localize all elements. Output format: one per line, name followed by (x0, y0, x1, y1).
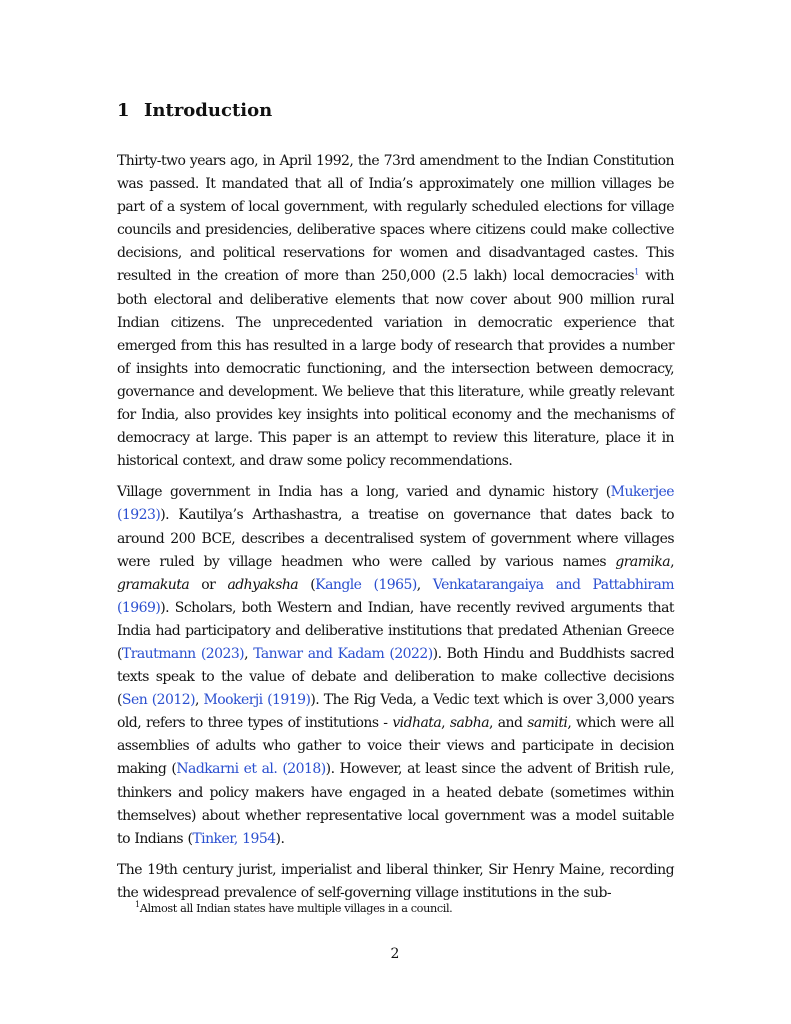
paragraph-2-text: , (195, 692, 204, 709)
term-samiti: samiti (527, 715, 568, 732)
paragraph-1-text-a: Thirty-two years ago, in April 1992, the 73rd amendment to the Indian Constitution was passed. It mandated that all of India’s approximately one million villages be part of a system of local government, with regularly scheduled elections for village councils and presidencies, deliberative spaces where citizens could make collective decisions, and political reservations for women and disadvantaged castes. This resulted in the creation of more than 250,000 (2.5 lakh) local democracies (117, 153, 674, 285)
paragraph-2-text: Village government in India has a long, varied and dynamic history ( (117, 484, 611, 501)
term-gramika: gramika (615, 553, 671, 570)
citation-mookerji-1919[interactable]: Mookerji (1919) (203, 692, 311, 709)
paragraph-2-text: ). However, at least since the advent of British rule, thinkers and policy makers have engaged in a heated debate (sometimes within themselves) about whether representative local government was a model suitable to Indians ( (117, 761, 674, 847)
paragraph-2-text: ( (298, 576, 316, 593)
paragraph-2-text: , (670, 553, 674, 570)
citation-trautmann-2023[interactable]: Trautmann (2023) (121, 645, 245, 662)
footnote-ref-1[interactable]: 1 (634, 267, 639, 277)
paragraph-2-text: , (441, 715, 450, 732)
paragraph-2-text: ). The Rig Veda, a Vedic text which is over 3,000 years old, refers to three types of institutions - (117, 692, 674, 732)
citation-venkatarangaiya-1969[interactable]: Venkatarangaiya and Pattabhiram (1969) (117, 576, 674, 616)
paragraph-1-text-b: with both electoral and deliberative elements that now cover about 900 million rural Indian citizens. The unprecedented variation in democratic experience that emerged from this has resulted in a large body of research that provides a number of insights into democratic functioning, and the intersection between democracy, governance and development. We believe that this literature, while greatly relevant for India, also provides key insights into political economy and the mechanisms of democracy at large. This paper is an attempt to review this literature, place it in historical context, and draw some policy recommendations. (117, 268, 674, 470)
paragraph-3: The 19th century jurist, imperialist and liberal thinker, Sir Henry Maine, recording the widespread prevalence of self-governing village institutions in the sub- (117, 861, 674, 901)
body-text (117, 150, 674, 913)
citation-tanwar-kadam-2022[interactable]: Tanwar and Kadam (2022) (253, 645, 433, 662)
paragraph-2-text: ). Scholars, both Western and Indian, have recently revived arguments that India had participatory and deliberative institutions that predated Athenian Greece ( (117, 599, 674, 662)
paragraph-2-text: ). (275, 830, 285, 847)
paragraph-2-text: or (189, 576, 228, 593)
page-number: 2 (390, 946, 400, 962)
footnote (135, 900, 675, 918)
citation-tinker-1954[interactable]: Tinker, 1954 (192, 830, 276, 847)
footnote-mark: 1 (135, 900, 140, 910)
paragraph-2-text: , and (489, 715, 528, 732)
paragraph-1 (117, 150, 674, 473)
paragraph-2 (117, 481, 674, 851)
paragraph-2-text: , (244, 645, 254, 662)
paragraph-2-text: , which were all assemblies of adults who gather to voice their views and participate in decision making ( (117, 715, 674, 778)
paragraph-2-text: ). Kautilya’s Arthashastra, a treatise on governance that dates back to around 200 BCE, describes a decentralised system of government where villages were ruled by village headmen who were called by various names (117, 507, 674, 570)
section-heading (117, 96, 272, 126)
citation-sen-2012[interactable]: Sen (2012) (121, 692, 195, 709)
term-adhyaksha: adhyaksha (227, 576, 299, 593)
footnote-text: Almost all Indian states have multiple villages in a council. (139, 902, 453, 915)
section-title: Introduction (144, 100, 273, 121)
paragraph-2-text: ). Both Hindu and Buddhists sacred texts speak to the value of debate and deliberation to make collective decisions ( (117, 645, 674, 709)
citation-nadkarni-2018[interactable]: Nadkarni et al. (2018) (176, 761, 326, 778)
section-number: 1 (117, 100, 130, 121)
term-gramakuta: gramakuta (117, 576, 190, 593)
citation-kangle-1965[interactable]: Kangle (1965) (315, 576, 417, 593)
term-vidhata: vidhata (392, 715, 442, 732)
citation-mukerjee-1923[interactable]: Mukerjee (1923) (117, 484, 674, 524)
paragraph-2-text: , (416, 576, 433, 593)
term-sabha: sabha (449, 715, 489, 732)
